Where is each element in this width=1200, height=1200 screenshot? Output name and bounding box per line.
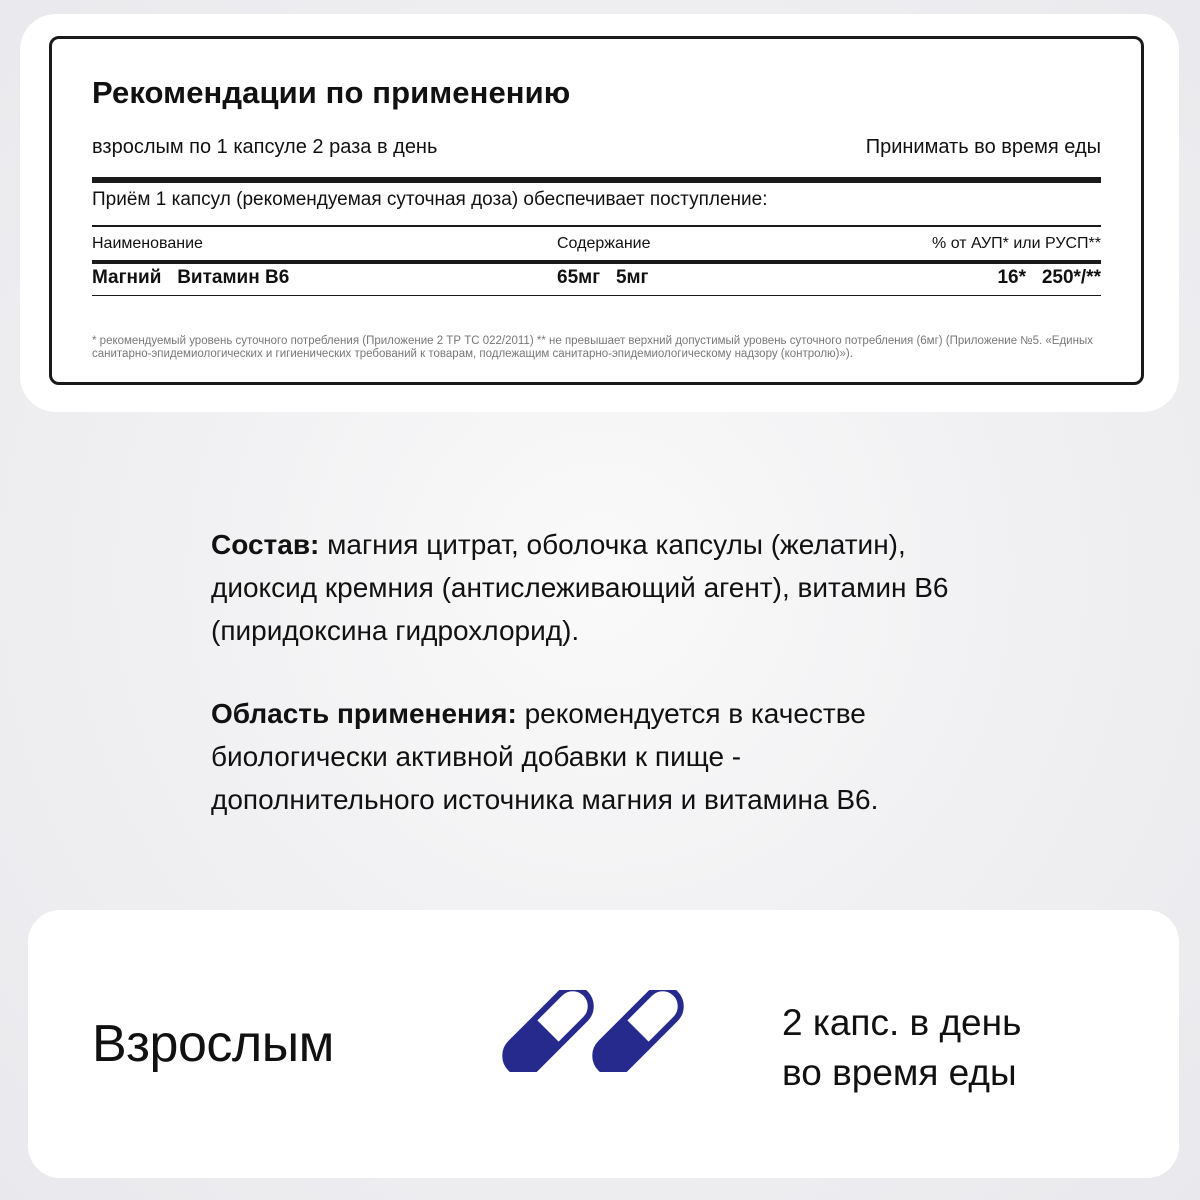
- capsule-right: [588, 990, 688, 1072]
- label-title: Рекомендации по применению: [92, 75, 571, 110]
- recommendations-card: [20, 14, 1179, 412]
- intake-note: Приём 1 капсул (рекомендуемая суточная доза) обеспечивает поступление:: [92, 189, 768, 210]
- composition-label: Состав:: [211, 529, 320, 560]
- table-header-percent: % от АУП* или РУСП**: [932, 235, 1101, 252]
- table-cell-name: Магний Витамин В6: [92, 267, 290, 288]
- supplement-label-box: [49, 36, 1144, 385]
- application-label: Область применения:: [211, 698, 517, 729]
- dose-instruction: взрослым по 1 капсуле 2 раза в день: [92, 136, 438, 158]
- product-description: [211, 523, 971, 821]
- dosage-line-1: 2 капс. в день: [782, 1002, 1022, 1043]
- application-text: рекомендуется в качестве биологически активной добавки к пище - дополнительного источника магния и витамина В6.: [211, 698, 879, 815]
- composition-text: магния цитрат, оболочка капсулы (желатин), диоксид кремния (антислеживающий агент), витамин В6 (пиридоксина гидрохлорид).: [211, 529, 949, 646]
- composition-paragraph: [211, 523, 971, 652]
- table-cell-percent: 16* 250*/**: [997, 267, 1101, 288]
- table-bottom-divider: [92, 295, 1101, 296]
- application-paragraph: [211, 692, 971, 821]
- dosage-text: [782, 998, 1021, 1098]
- table-header-name: Наименование: [92, 235, 203, 252]
- capsule-pills-icon: [498, 990, 698, 1072]
- dosage-line-2: во время еды: [782, 1052, 1017, 1093]
- divider: [92, 225, 1101, 227]
- footnote: * рекомендуемый уровень суточного потребления (Приложение 2 ТР ТС 022/2011) ** не превышает верхний допустимый уровень суточного потребления (6мг) (Приложение №5. «Единых санитарно-эпидемиологических и гигиенических требований к товарам, подлежащим санитарно-эпидемиологическому надзору (контролю)»).: [92, 335, 1093, 360]
- dosage-card: [28, 910, 1179, 1178]
- table-header-divider: [92, 260, 1101, 264]
- intake-timing: Принимать во время еды: [865, 136, 1101, 158]
- divider-thick: [92, 177, 1101, 183]
- table-header-content: Содержание: [557, 235, 651, 252]
- audience-label: Взрослым: [92, 1015, 334, 1073]
- table-cell-content: 65мг 5мг: [557, 267, 649, 288]
- capsule-left: [498, 990, 598, 1072]
